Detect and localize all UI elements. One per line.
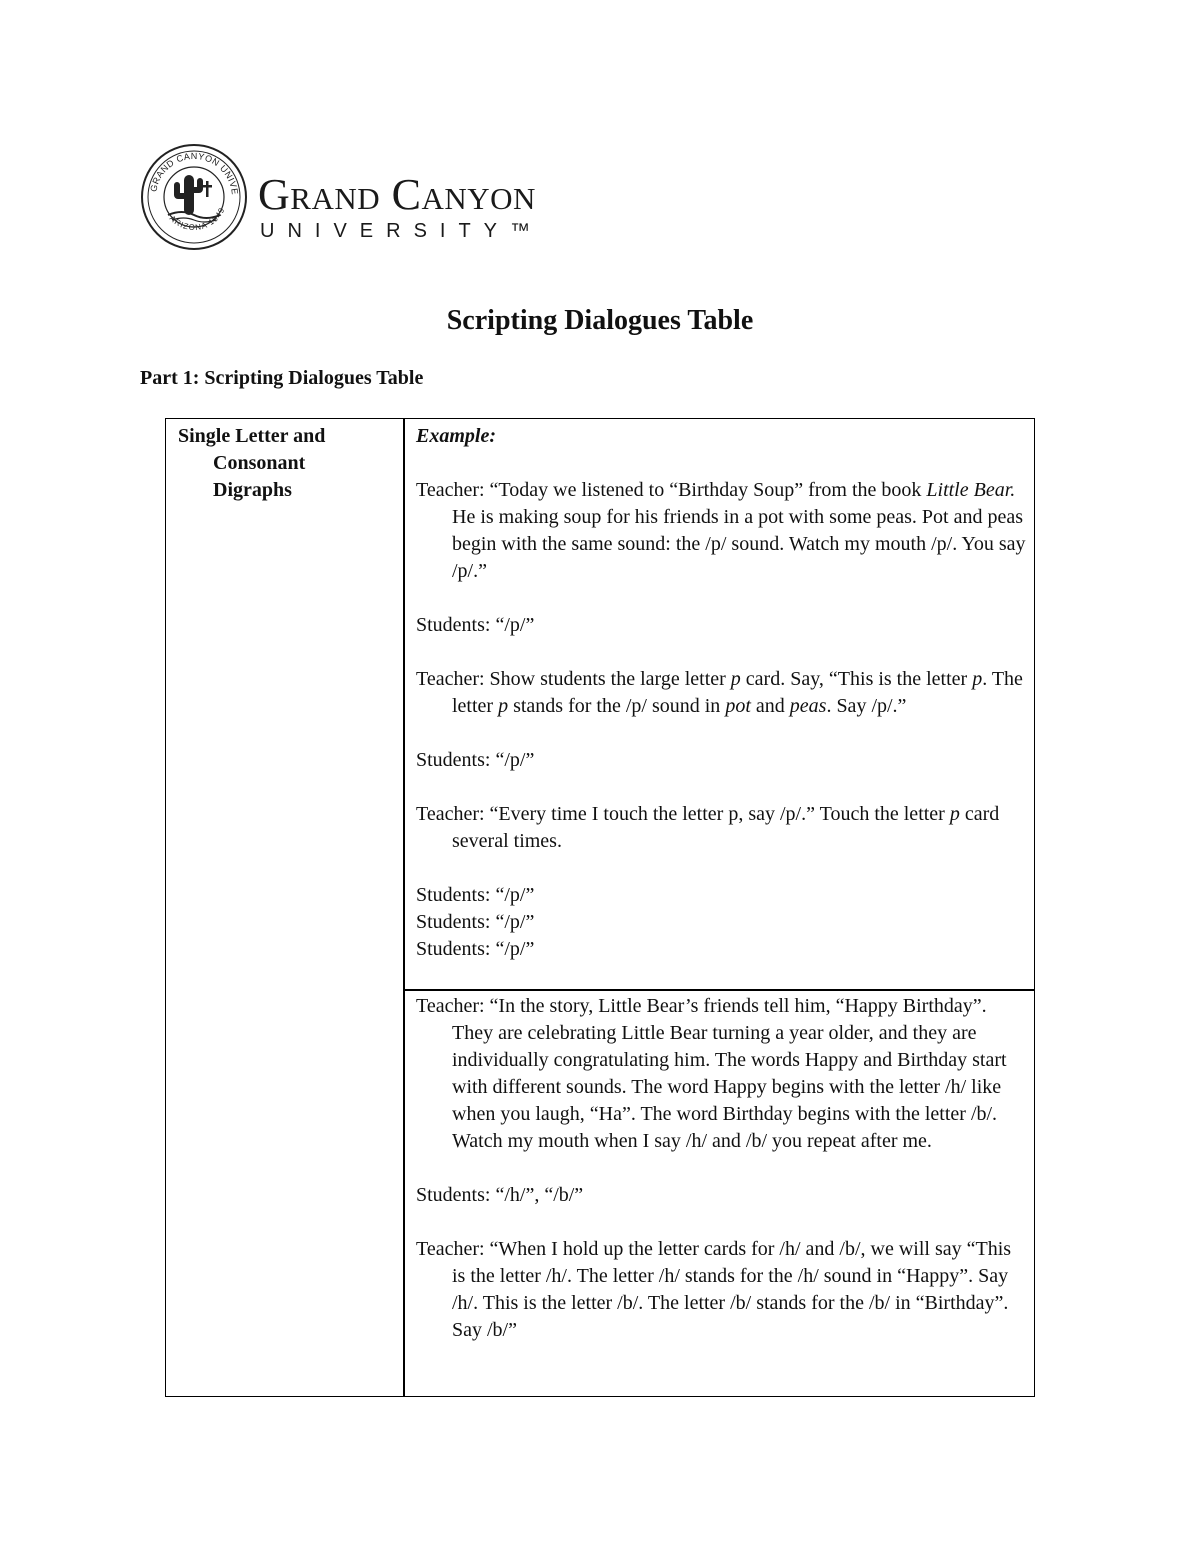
- category-line-3: Digraphs: [213, 479, 292, 501]
- teacher-line: Teacher: “In the story, Little Bear’s friends tell him, “Happy Birthday”. They are celebrating Little Bear turning a year older, and they are individually congratulating him. The words Happy and Birthday start with different sounds. The word Happy begins with the letter /h/ like when you laugh, “Ha”. The word Birthday begins with the letter /b/. Watch my mouth when I say /h/ and /b/ you repeat after me.: [416, 995, 1007, 1152]
- teacher-line: Teacher: Show students the large letter p card. Say, “This is the letter p. The letter p stands for the /p/ sound in pot and peas. Say /p/.”: [416, 668, 1023, 717]
- dialogues-table: [165, 418, 1035, 1397]
- university-logo: [140, 143, 620, 253]
- row-divider: [403, 989, 1034, 991]
- column-divider: [403, 419, 405, 1396]
- teacher-line: Teacher: “Every time I touch the letter p, say /p/.” Touch the letter p card several times.: [416, 803, 1000, 852]
- student-line: Students: “/p/”: [416, 749, 535, 771]
- part-heading: Part 1: Scripting Dialogues Table: [140, 367, 424, 389]
- student-line: Students: “/p/”: [416, 938, 535, 960]
- student-line: Students: “/h/”, “/b/”: [416, 1184, 584, 1206]
- teacher-line: Teacher: “Today we listened to “Birthday Soup” from the book Little Bear. He is making soup for his friends in a pot with some peas. Pot and peas begin with the same sound: the /p/ sound. Watch my mouth /p/. You say /p/.”: [416, 479, 1026, 582]
- university-subtitle: UNIVERSITY™: [260, 220, 544, 242]
- student-dialogue-cell: [416, 993, 1026, 1371]
- example-label: Example:: [416, 425, 496, 447]
- student-line: Students: “/p/”: [416, 911, 535, 933]
- university-name: Grand Canyon: [258, 170, 536, 219]
- category-line-2: Consonant: [213, 452, 306, 474]
- category-cell: [178, 423, 388, 504]
- teacher-line: Teacher: “When I hold up the letter cards for /h/ and /b/, we will say “This is the letter /h/. The letter /h/ stands for the /h/ sound in “Happy”. Say /h/. This is the letter /b/. The letter /b/ stands for the /b/ in “Birthday”. Say /b/”: [416, 1238, 1012, 1341]
- example-dialogue-cell: [416, 423, 1026, 963]
- seal-bottom-text: ARIZONA 1949: [167, 205, 227, 233]
- seal-top-text: GRAND CANYON UNIVE: [148, 150, 241, 196]
- student-line: Students: “/p/”: [416, 884, 535, 906]
- student-line: Students: “/p/”: [416, 614, 535, 636]
- page-title: Scripting Dialogues Table: [446, 305, 754, 336]
- category-line-1: Single Letter and: [178, 425, 326, 447]
- university-seal: [140, 143, 248, 251]
